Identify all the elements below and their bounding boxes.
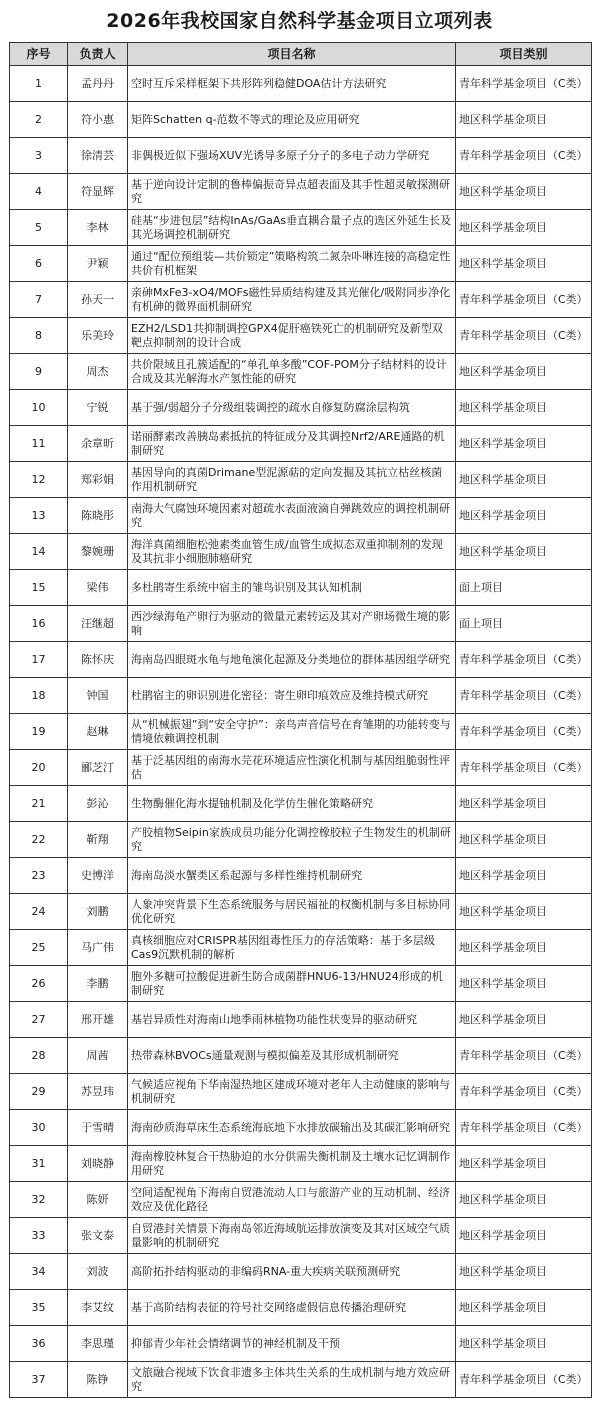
table-row — [10, 822, 592, 858]
row-number-cell: 5 — [10, 210, 68, 246]
row-lead-cell: 史博洋 — [68, 858, 128, 894]
table-row — [10, 102, 592, 138]
row-number-cell: 22 — [10, 822, 68, 858]
row-project-category-cell: 青年科学基金项目（C类） — [456, 1110, 592, 1146]
row-project-category-cell: 地区科学基金项目 — [456, 858, 592, 894]
row-project-category-cell: 地区科学基金项目 — [456, 894, 592, 930]
row-project-name-cell: 从“机械振翅”到“安全守护”：亲鸟声音信号在育雏期的功能转变与情境依赖调控机制 — [128, 714, 456, 750]
row-number-cell: 16 — [10, 606, 68, 642]
table-row — [10, 606, 592, 642]
table-body — [10, 66, 592, 1398]
row-lead-cell: 宁锐 — [68, 390, 128, 426]
row-lead-cell: 李林 — [68, 210, 128, 246]
row-project-name-cell: 通过“配位预组装—共价锁定”策略构筑二氮杂卟啉连接的高稳定性共价有机框架 — [128, 246, 456, 282]
table-row — [10, 858, 592, 894]
row-lead-cell: 陈晓彤 — [68, 498, 128, 534]
table-row — [10, 390, 592, 426]
row-number-cell: 15 — [10, 570, 68, 606]
table-row — [10, 282, 592, 318]
row-lead-cell: 马广伟 — [68, 930, 128, 966]
row-number-cell: 4 — [10, 174, 68, 210]
table-row — [10, 138, 592, 174]
row-lead-cell: 张文泰 — [68, 1218, 128, 1254]
row-number-cell: 31 — [10, 1146, 68, 1182]
row-lead-cell: 徐清芸 — [68, 138, 128, 174]
row-project-category-cell: 青年科学基金项目（C类） — [456, 1074, 592, 1110]
table-row — [10, 894, 592, 930]
row-project-category-cell: 地区科学基金项目 — [456, 1290, 592, 1326]
row-lead-cell: 陈铮 — [68, 1362, 128, 1398]
row-number-cell: 19 — [10, 714, 68, 750]
row-number-cell: 18 — [10, 678, 68, 714]
row-number-cell: 26 — [10, 966, 68, 1002]
row-number-cell: 8 — [10, 318, 68, 354]
row-number-cell: 10 — [10, 390, 68, 426]
row-lead-cell: 郑彩娟 — [68, 462, 128, 498]
row-project-name-cell: 气候适应视角下华南湿热地区建成环境对老年人主动健康的影响与机制研究 — [128, 1074, 456, 1110]
table-header-row — [10, 43, 592, 66]
table-row — [10, 1146, 592, 1182]
row-number-cell: 33 — [10, 1218, 68, 1254]
row-lead-cell: 尹颖 — [68, 246, 128, 282]
row-project-category-cell: 地区科学基金项目 — [456, 822, 592, 858]
row-lead-cell: 邢开雄 — [68, 1002, 128, 1038]
row-project-name-cell: 海南岛四眼斑水龟与地龟演化起源及分类地位的群体基因组学研究 — [128, 642, 456, 678]
row-project-name-cell: 基岩异质性对海南山地季雨林植物功能性状变异的驱动研究 — [128, 1002, 456, 1038]
row-project-category-cell: 青年科学基金项目（C类） — [456, 1038, 592, 1074]
row-project-name-cell: 诺丽酵素改善胰岛素抵抗的特征成分及其调控Nrf2/ARE通路的机制研究 — [128, 426, 456, 462]
row-project-category-cell: 青年科学基金项目（C类） — [456, 642, 592, 678]
row-project-category-cell: 地区科学基金项目 — [456, 1002, 592, 1038]
row-lead-cell: 梁伟 — [68, 570, 128, 606]
row-number-cell: 7 — [10, 282, 68, 318]
row-number-cell: 36 — [10, 1326, 68, 1362]
row-project-name-cell: EZH2/LSD1共抑制调控GPX4促肝癌铁死亡的机制研究及新型双靶点抑制剂的设计合成 — [128, 318, 456, 354]
row-project-name-cell: 矩阵Schatten q-范数不等式的理论及应用研究 — [128, 102, 456, 138]
row-project-category-cell: 地区科学基金项目 — [456, 1146, 592, 1182]
row-project-name-cell: 胞外多糖可拉酸促进新生防合成菌群HNU6-13/HNU24形成的机制研究 — [128, 966, 456, 1002]
row-lead-cell: 黎婉珊 — [68, 534, 128, 570]
row-project-name-cell: 文旅融合视域下饮食非遗多主体共生关系的生成机制与地方效应研究 — [128, 1362, 456, 1398]
row-project-category-cell: 青年科学基金项目（C类） — [456, 318, 592, 354]
row-lead-cell: 孙天一 — [68, 282, 128, 318]
row-number-cell: 21 — [10, 786, 68, 822]
table-row — [10, 1074, 592, 1110]
row-number-cell: 30 — [10, 1110, 68, 1146]
table-row — [10, 1290, 592, 1326]
table-row — [10, 1326, 592, 1362]
row-number-cell: 25 — [10, 930, 68, 966]
row-project-category-cell: 地区科学基金项目 — [456, 930, 592, 966]
row-project-category-cell: 面上项目 — [456, 570, 592, 606]
row-project-category-cell: 地区科学基金项目 — [456, 174, 592, 210]
row-number-cell: 32 — [10, 1182, 68, 1218]
table-row — [10, 678, 592, 714]
row-lead-cell: 刘波 — [68, 1254, 128, 1290]
row-project-name-cell: 基于泛基因组的南海水芫花环境适应性演化机制与基因组脆弱性评估 — [128, 750, 456, 786]
row-number-cell: 2 — [10, 102, 68, 138]
row-project-name-cell: 海南岛淡水蟹类区系起源与多样性维持机制研究 — [128, 858, 456, 894]
row-number-cell: 29 — [10, 1074, 68, 1110]
row-number-cell: 28 — [10, 1038, 68, 1074]
table-row — [10, 426, 592, 462]
row-project-category-cell: 地区科学基金项目 — [456, 102, 592, 138]
row-project-category-cell: 地区科学基金项目 — [456, 534, 592, 570]
row-project-category-cell: 地区科学基金项目 — [456, 246, 592, 282]
row-project-name-cell: 空间适配视角下海南自贸港流动人口与旅游产业的互动机制、经济效应及优化路径 — [128, 1182, 456, 1218]
table-row — [10, 318, 592, 354]
table-row — [10, 534, 592, 570]
row-project-category-cell: 地区科学基金项目 — [456, 498, 592, 534]
row-number-cell: 6 — [10, 246, 68, 282]
row-lead-cell: 刘晓静 — [68, 1146, 128, 1182]
row-project-name-cell: 基于强/弱超分子分级组装调控的疏水自修复防腐涂层构筑 — [128, 390, 456, 426]
row-number-cell: 11 — [10, 426, 68, 462]
table-row — [10, 1362, 592, 1398]
row-project-name-cell: 真核细胞应对CRISPR基因组毒性压力的存活策略：基于多层级Cas9沉默机制的解析 — [128, 930, 456, 966]
row-project-name-cell: 高阶拓扑结构驱动的非编码RNA-重大疾病关联预测研究 — [128, 1254, 456, 1290]
row-project-category-cell: 地区科学基金项目 — [456, 462, 592, 498]
row-project-name-cell: 海南橡胶林复合干热胁迫的水分供需失衡机制及土壤水记忆调制作用研究 — [128, 1146, 456, 1182]
row-project-name-cell: 人象冲突背景下生态系统服务与居民福祉的权衡机制与多目标协同优化研究 — [128, 894, 456, 930]
table-row — [10, 354, 592, 390]
table-row — [10, 1182, 592, 1218]
row-number-cell: 20 — [10, 750, 68, 786]
row-lead-cell: 乐美玲 — [68, 318, 128, 354]
table-row — [10, 930, 592, 966]
row-project-name-cell: 基因导向的真菌Drimane型泥源萜的定向发掘及其抗立枯丝核菌作用机制研究 — [128, 462, 456, 498]
row-lead-cell: 刘鹏 — [68, 894, 128, 930]
header-project-name: 项目名称 — [128, 43, 456, 66]
row-project-category-cell: 地区科学基金项目 — [456, 390, 592, 426]
table-row — [10, 1038, 592, 1074]
row-project-category-cell: 地区科学基金项目 — [456, 966, 592, 1002]
row-project-name-cell: 海洋真菌细胞松弛素类血管生成/血管生成拟态双重抑制剂的发现及其抗非小细胞肺癌研究 — [128, 534, 456, 570]
row-project-name-cell: 共价限域且孔簇适配的“单孔单多酸”COF-POM分子结材料的设计合成及其光解海水产氢性能的研究 — [128, 354, 456, 390]
table-row — [10, 1218, 592, 1254]
table-row — [10, 714, 592, 750]
table-row — [10, 1002, 592, 1038]
row-lead-cell: 李艾纹 — [68, 1290, 128, 1326]
row-number-cell: 17 — [10, 642, 68, 678]
table-row — [10, 462, 592, 498]
header-lead: 负责人 — [68, 43, 128, 66]
table-row — [10, 642, 592, 678]
row-project-name-cell: 自贸港封关情景下海南岛邻近海域航运排放演变及其对区域空气质量影响的机制研究 — [128, 1218, 456, 1254]
row-project-category-cell: 地区科学基金项目 — [456, 786, 592, 822]
header-project-category: 项目类别 — [456, 43, 592, 66]
row-project-name-cell: 杜鹃宿主的卵识别进化密径：寄生卵印痕效应及维持模式研究 — [128, 678, 456, 714]
row-project-category-cell: 青年科学基金项目（C类） — [456, 678, 592, 714]
row-lead-cell: 于雪晴 — [68, 1110, 128, 1146]
row-lead-cell: 赵琳 — [68, 714, 128, 750]
row-project-name-cell: 热带森林BVOCs通量观测与模拟偏差及其形成机制研究 — [128, 1038, 456, 1074]
row-lead-cell: 符显辉 — [68, 174, 128, 210]
row-lead-cell: 周茜 — [68, 1038, 128, 1074]
row-lead-cell: 余章昕 — [68, 426, 128, 462]
row-number-cell: 13 — [10, 498, 68, 534]
row-project-name-cell: 非偶极近似下强场XUV光诱导多原子分子的多电子动力学研究 — [128, 138, 456, 174]
row-project-name-cell: 基于逆向设计定制的鲁棒偏振奇异点超表面及其手性超灵敏探测研究 — [128, 174, 456, 210]
row-number-cell: 34 — [10, 1254, 68, 1290]
row-project-category-cell: 地区科学基金项目 — [456, 354, 592, 390]
row-project-name-cell: 西沙绿海龟产卵行为驱动的微量元素转运及其对产卵场微生境的影响 — [128, 606, 456, 642]
row-lead-cell: 周杰 — [68, 354, 128, 390]
row-lead-cell: 汪继超 — [68, 606, 128, 642]
row-number-cell: 35 — [10, 1290, 68, 1326]
row-lead-cell: 苏昱玮 — [68, 1074, 128, 1110]
row-lead-cell: 彭沁 — [68, 786, 128, 822]
row-project-name-cell: 硅基“步进包层”结构InAs/GaAs垂直耦合量子点的选区外延生长及其光场调控机制研究 — [128, 210, 456, 246]
table-row — [10, 174, 592, 210]
row-lead-cell: 郦芝汀 — [68, 750, 128, 786]
project-table — [9, 42, 592, 1398]
row-lead-cell: 陈怀庆 — [68, 642, 128, 678]
row-number-cell: 3 — [10, 138, 68, 174]
header-number: 序号 — [10, 43, 68, 66]
row-project-name-cell: 抑郁青少年社会情绪调节的神经机制及干预 — [128, 1326, 456, 1362]
table-row — [10, 750, 592, 786]
row-project-category-cell: 地区科学基金项目 — [456, 1182, 592, 1218]
table-row — [10, 786, 592, 822]
document-title: 2026年我校国家自然科学基金项目立项列表 — [106, 10, 493, 32]
table-row — [10, 1254, 592, 1290]
row-project-category-cell: 青年科学基金项目（C类） — [456, 750, 592, 786]
row-project-name-cell: 多杜鹃寄生系统中宿主的雏鸟识别及其认知机制 — [128, 570, 456, 606]
row-project-category-cell: 青年科学基金项目（C类） — [456, 66, 592, 102]
row-project-category-cell: 青年科学基金项目（C类） — [456, 1362, 592, 1398]
table-row — [10, 246, 592, 282]
row-project-category-cell: 青年科学基金项目（C类） — [456, 282, 592, 318]
row-project-name-cell: 亲砷MxFe3-xO4/MOFs磁性异质结构建及其光催化/吸附同步净化有机砷的微界面机制研究 — [128, 282, 456, 318]
row-project-name-cell: 南海大气腐蚀环境因素对超疏水表面液滴自弹跳效应的调控机制研究 — [128, 498, 456, 534]
row-number-cell: 24 — [10, 894, 68, 930]
row-lead-cell: 钟国 — [68, 678, 128, 714]
table-row — [10, 498, 592, 534]
table-row — [10, 570, 592, 606]
row-project-name-cell: 基于高阶结构表征的符号社交网络虚假信息传播治理研究 — [128, 1290, 456, 1326]
row-lead-cell: 李思瑾 — [68, 1326, 128, 1362]
row-lead-cell: 孟丹丹 — [68, 66, 128, 102]
row-project-category-cell: 地区科学基金项目 — [456, 210, 592, 246]
row-project-name-cell: 产胶植物Seipin家族成员功能分化调控橡胶粒子生物发生的机制研究 — [128, 822, 456, 858]
table-row — [10, 1110, 592, 1146]
row-lead-cell: 陈妍 — [68, 1182, 128, 1218]
row-project-name-cell: 生物酶催化海水提铀机制及化学仿生催化策略研究 — [128, 786, 456, 822]
row-project-name-cell: 海南砂质海草床生态系统海底地下水排放碳输出及其碳汇影响研究 — [128, 1110, 456, 1146]
row-project-category-cell: 青年科学基金项目（C类） — [456, 138, 592, 174]
row-project-category-cell: 地区科学基金项目 — [456, 1326, 592, 1362]
row-project-category-cell: 地区科学基金项目 — [456, 1254, 592, 1290]
row-project-category-cell: 面上项目 — [456, 606, 592, 642]
row-project-category-cell: 地区科学基金项目 — [456, 1218, 592, 1254]
row-lead-cell: 符小惠 — [68, 102, 128, 138]
table-row — [10, 66, 592, 102]
table-row — [10, 966, 592, 1002]
row-number-cell: 9 — [10, 354, 68, 390]
row-project-category-cell: 地区科学基金项目 — [456, 426, 592, 462]
row-number-cell: 27 — [10, 1002, 68, 1038]
row-project-category-cell: 青年科学基金项目（C类） — [456, 714, 592, 750]
table-row — [10, 210, 592, 246]
row-number-cell: 23 — [10, 858, 68, 894]
row-number-cell: 14 — [10, 534, 68, 570]
row-lead-cell: 李鹏 — [68, 966, 128, 1002]
row-number-cell: 12 — [10, 462, 68, 498]
row-project-name-cell: 空时互斥采样框架下共形阵列稳健DOA估计方法研究 — [128, 66, 456, 102]
row-lead-cell: 靳翔 — [68, 822, 128, 858]
row-number-cell: 1 — [10, 66, 68, 102]
row-number-cell: 37 — [10, 1362, 68, 1398]
